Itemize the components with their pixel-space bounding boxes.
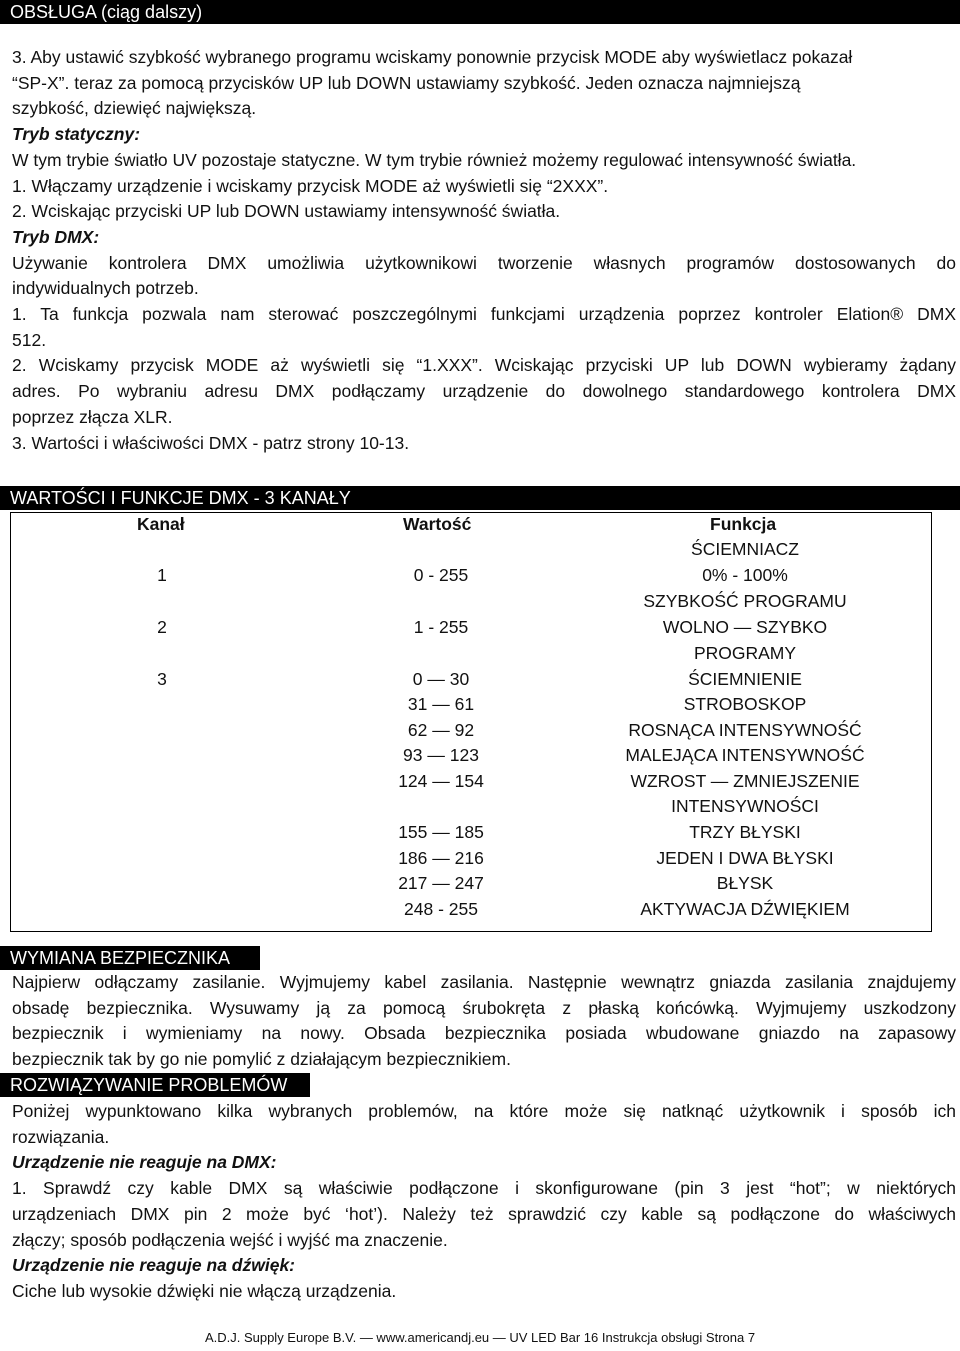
table-cell-function: WZROST — ZMNIEJSZENIE [630,771,860,791]
table-cell-value: 186 — 216 [398,848,484,868]
column-header-function: Funkcja [710,514,777,534]
text-line: indywidualnych potrzeb. [12,278,199,299]
section-header-dmx-values: WARTOŚCI I FUNKCJE DMX - 3 KANAŁY [0,486,960,510]
sound-issue-title: Urządzenie nie reaguje na dźwięk: [12,1255,295,1276]
table-cell-function: WOLNO — SZYBKO [662,617,828,637]
text-line: Ciche lub wysokie dźwięki nie włączą urządzenia. [12,1280,397,1301]
text-line: 2. Wciskamy przycisk MODE aż wyświetli się “1.XXX”. Wciskając przyciski UP lub DOWN wybieramy żądany [12,355,956,376]
text-line: “SP-X”. teraz za pomocą przycisków UP lub DOWN ustawiamy szybkość. Jeden oznacza najmniejszą [12,72,801,93]
text-line: adres. Po wybraniu adresu DMX podłączamy urządzenie do dowolnego standardowego kontrolera DMX [12,381,956,402]
text-line: 3. Wartości i właściwości DMX - patrz strony 10-13. [12,432,410,453]
text-line: Poniżej wypunktowano kilka wybranych problemów, na które może się natknąć użytkownik i sposób ich [12,1101,956,1121]
text-line: szybkość, dziewięć największą. [12,98,257,119]
text-line: obsadę bezpiecznika. Wysuwamy ją za pomocą śrubokręta z płaską końcówką. Wyjmujemy uszkodzony [12,997,956,1018]
table-cell-function: MALEJĄCA INTENSYWNOŚĆ [625,745,865,765]
dmx-issue-title: Urządzenie nie reaguje na DMX: [12,1152,277,1173]
table-cell-function: BŁYSK [716,873,774,893]
static-mode-title: Tryb statyczny: [12,124,141,145]
section-header-fuse: WYMIANA BEZPIECZNIKA [0,946,260,970]
table-cell-function: 0% - 100% [702,565,788,585]
text-line: Używanie kontrolera DMX umożliwia użytkownikowi tworzenie własnych programów dostosowanych do [12,252,956,273]
text-line: 3. Aby ustawić szybkość wybranego programu wciskamy ponownie przycisk MODE aby wyświetlacz pokazał [12,47,853,67]
page-footer: A.D.J. Supply Europe B.V. — www.americandj.eu — UV LED Bar 16 Instrukcja obsługi Strona 7 [204,1330,756,1345]
section-header-troubleshooting: ROZWIĄZYWANIE PROBLEMÓW [0,1073,310,1097]
section-header-operation: OBSŁUGA (ciąg dalszy) [0,0,960,24]
troubleshooting-section [12,1099,956,1305]
table-cell-value: 62 — 92 [407,720,475,740]
text-line: 1. Ta funkcja pozwala nam sterować poszczególnymi funkcjami urządzenia poprzez kontroler Elation® DMX [12,304,956,325]
table-cell-function: INTENSYWNOŚCI [671,796,819,816]
table-cell-channel: 3 [157,669,167,689]
table-cell-value: 1 - 255 [413,617,469,637]
text-line: złączy; sposób podłączenia wejść i wyjść ma znaczenie. [12,1229,448,1250]
table-cell-value: 124 — 154 [398,771,484,791]
text-line: Najpierw odłączamy zasilanie. Wyjmujemy kabel zasilania. Następnie wewnątrz gniazda zasilania znajdujemy [12,972,956,992]
table-cell-function: TRZY BŁYSKI [689,822,801,842]
text-line: urządzeniach DMX pin 2 może być ‘hot’). Należy też sprawdzić czy kable są podłączone do właściwych [12,1203,956,1224]
table-cell-value: 0 — 30 [412,669,470,689]
text-line: bezpiecznik tak by go nie pomylić z działającym bezpiecznikiem. [12,1049,511,1070]
text-line: W tym trybie światło UV pozostaje statyczne. W tym trybie również możemy regulować intensywność światła. [12,149,857,170]
text-line: bezpiecznik i wymieniamy na nowy. Obsada bezpiecznika posiada wbudowane gniazdo na zapasowy [12,1023,956,1044]
table-cell-function: AKTYWACJA DŹWIĘKIEM [640,899,850,919]
text-line: 512. [12,329,47,350]
table-cell-value: 0 - 255 [413,565,469,585]
table-cell-value: 155 — 185 [398,822,484,842]
table-cell-channel: 2 [157,617,167,637]
text-line: poprzez złącza XLR. [12,406,173,427]
table-cell-channel: 1 [157,565,167,585]
table-cell-function: STROBOSKOP [683,694,807,714]
table-cell-value: 31 — 61 [407,694,475,714]
text-line: 2. Wciskając przyciski UP lub DOWN ustawiamy intensywność światła. [12,201,561,222]
table-cell-function: ROSNĄCA INTENSYWNOŚĆ [628,720,862,740]
table-cell-value: 93 — 123 [403,745,479,765]
table-cell-function: ŚCIEMNIACZ [691,539,799,559]
table-cell-function: SZYBKOŚĆ PROGRAMU [643,591,847,611]
column-header-channel: Kanał [137,514,185,534]
text-line: 1. Sprawdź czy kable DMX są właściwie podłączone i skonfigurowane (pin 3 jest “hot”; w niektórych [12,1178,956,1199]
column-header-value: Wartość [403,514,472,534]
text-line: rozwiązania. [12,1126,110,1147]
table-cell-function: ŚCIEMNIENIE [688,669,802,689]
fuse-instructions [12,970,956,1073]
table-cell-function: PROGRAMY [693,643,797,663]
speed-instructions [12,45,956,456]
text-line: 1. Włączamy urządzenie i wciskamy przycisk MODE aż wyświetli się “2XXX”. [12,175,609,196]
table-cell-value: 248 - 255 [404,899,478,919]
table-cell-value: 217 — 247 [398,873,484,893]
dmx-mode-title: Tryb DMX: [12,226,100,247]
table-cell-function: JEDEN I DWA BŁYSKI [656,848,834,868]
